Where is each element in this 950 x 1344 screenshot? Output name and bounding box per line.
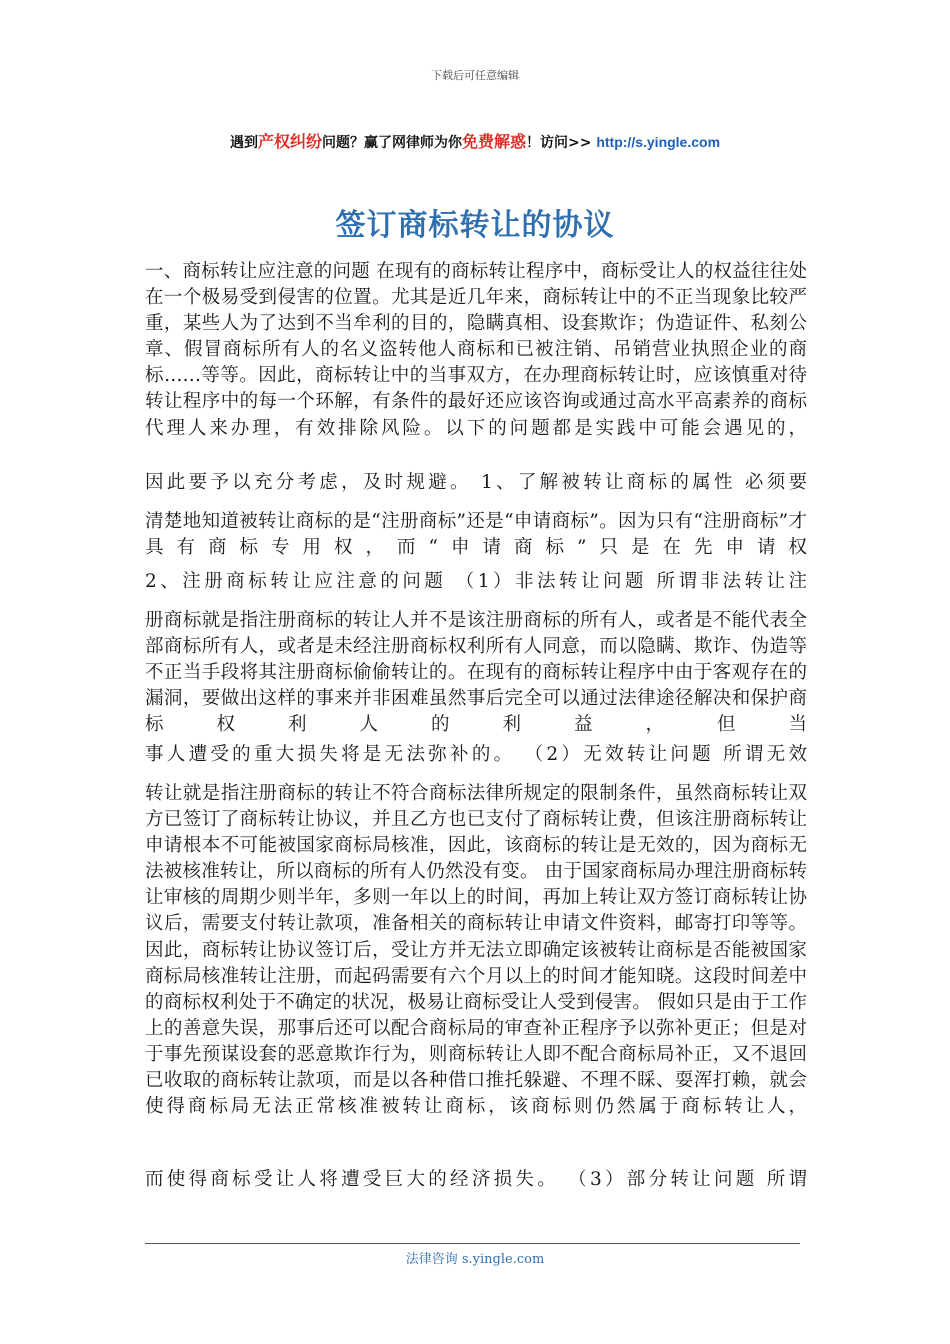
header-note: 下载后可任意编辑 [431,69,519,82]
paragraph-line: 而使得商标受让人将遭受巨大的经济损失。 （3）部分转让问题 所谓 [145,1169,807,1190]
promo-text-3: ！访问>> [526,135,597,151]
paragraph-illegal-transfer: 册商标就是指注册商标的转让人并不是该注册商标的所有人，或者是不能代表全部商标所有人，或者是未经注册商标权利所有人同意，而以隐瞒、欺诈、伪造等不正当手段将其注册商标偷偷转让的。在现有的商标转让程序中由于客观存在的漏洞，要做出这样的事来并非困难虽然事后完全可以通过法律途径解决和保护商标权利人的利益，但当 [145,610,807,736]
paragraph-intro: 一、商标转让应注意的问题 在现有的商标转让程序中，商标受让人的权益往往处在一个极易受到侵害的位置。尤其是近几年来，商标转让中的不正当现象比较严重，某些人为了达到不当牟利的目的，隐瞒真相、设套欺诈；伪造证件、私刻公章、假冒商标所有人的名义盗转他人商标和已被注销、吊销营业执照企业的商标……等等。因此，商标转让中的当事双方，在办理商标转让时，应该慎重对待转让程序中的每一个环解，有条件的最好还应该咨询或通过高水平高素养的商标代理人来办理，有效排除风险。以下的问题都是实践中可能会遇见的， [145,261,807,439]
footer-link[interactable]: 法律咨询 s.yingle.com [405,1252,545,1267]
promo-highlight-free: 免费解惑 [461,132,526,151]
promo-text-1: 遇到 [229,135,258,151]
footer-divider [145,1243,800,1244]
promo-link[interactable]: http://s.yingle.com [596,134,721,150]
paragraph-invalid-transfer: 转让就是指注册商标的转让不符合商标法律所规定的限制条件，虽然商标转让双方已签订了商标转让协议，并且乙方也已支付了商标转让费，但该注册商标转让申请根本不可能被国家商标局核准，因此，该商标的转让是无效的，因为商标无法被核准转让，所以商标的所有人仍然没有变。 由于国家商标局办理注册商标转让审核的周期少则半年，多则一年以上的时间，再加上转让双方签订商标转让协议后，需要支付转让款项，准备相关的商标转让申请文件资料，邮寄打印等等。因此，商标转让协议签订后，受让方并无法立即确定该被转让商标是否能被国家商标局核准转让注册，而起码需要有六个月以上的时间才能知晓。这段时间差中的商标权利处于不确定的状况，极易让商标受让人受到侵害。 假如只是由于工作上的善意失误，那事后还可以配合商标局的审查补正程序予以弥补更正；但是对于事先预谋设套的恶意欺诈行为，则商标转让人即不配合商标局补正，又不退回已收取的商标转让款项，而是以各种借口推托躲避、不理不睬、耍浑打赖，就会使得商标局无法正常核准被转让商标，该商标则仍然属于商标转让人， [145,783,807,1118]
promo-highlight-ip-dispute: 产权纠纷 [257,132,322,151]
paragraph-line: 事人遭受的重大损失将是无法弥补的。 （2）无效转让问题 所谓无效 [145,744,807,765]
paragraph-line: 2、注册商标转让应注意的问题 （1）非法转让问题 所谓非法转让注 [145,571,807,592]
paragraph-line: 因此要予以充分考虑，及时规避。 1、了解被转让商标的属性 必须要 [145,472,807,493]
promo-text-2: 问题？赢了网律师为你 [321,135,462,151]
promo-banner [0,129,950,152]
document-title: 签订商标转让的协议 [335,208,615,243]
paragraph-registered-vs-applied: 清楚地知道被转让商标的是“注册商标”还是“申请商标”。因为只有“注册商标”才具有商标专用权，而“申请商标”只是在先申请权 [145,511,807,559]
